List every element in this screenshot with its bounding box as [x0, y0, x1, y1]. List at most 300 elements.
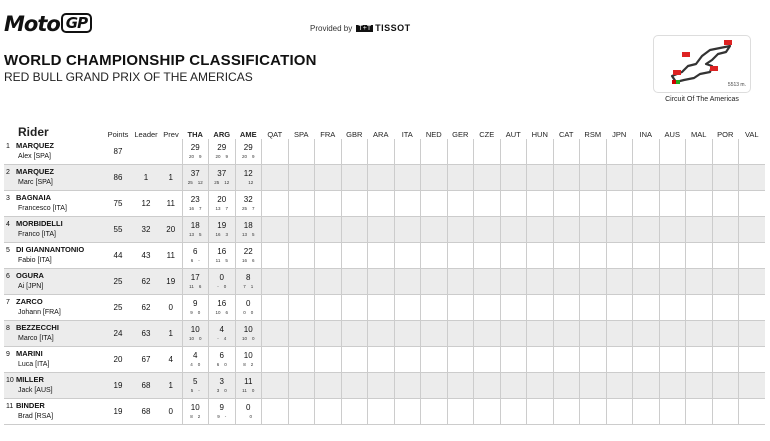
empty-race-cell — [394, 373, 421, 399]
race-points: 25 — [241, 205, 247, 211]
race-column-header: VAL — [744, 130, 759, 139]
leader-column-header: Leader — [134, 130, 158, 139]
classification-table — [4, 124, 765, 425]
empty-race-cell — [394, 139, 421, 165]
race-result-cell — [182, 399, 209, 425]
empty-race-cell — [341, 165, 368, 191]
sprint-points: 12 — [248, 179, 254, 185]
empty-race-cell — [474, 217, 501, 243]
race-total: 29 — [217, 142, 227, 152]
race-result-cell — [235, 139, 262, 165]
empty-race-cell — [553, 191, 580, 217]
race-total: 23 — [190, 194, 200, 204]
rider-first-name: Fabio [ITA] — [18, 257, 52, 264]
empty-race-cell — [288, 165, 315, 191]
race-total: 37 — [217, 168, 227, 178]
sprint-points: 12 — [197, 179, 203, 185]
rider-surname: MORBIDELLI — [16, 219, 63, 228]
rider-surname: MARQUEZ — [16, 167, 54, 176]
empty-race-cell — [712, 165, 739, 191]
race-result-cell — [182, 321, 209, 347]
empty-race-cell — [527, 217, 554, 243]
race-result-cell — [209, 399, 236, 425]
empty-race-cell — [580, 165, 607, 191]
race-column-header: SPA — [294, 130, 309, 139]
race-total: 11 — [244, 376, 253, 386]
table-row — [4, 165, 765, 191]
empty-race-cell — [686, 373, 713, 399]
race-column-header: RSM — [584, 130, 602, 139]
empty-race-cell — [368, 217, 395, 243]
race-points: - — [217, 283, 219, 289]
empty-race-cell — [633, 139, 660, 165]
race-column-header: ARG — [213, 130, 231, 139]
empty-race-cell — [580, 269, 607, 295]
rider-first-name: Franco [ITA] — [18, 231, 56, 238]
race-total: 4 — [193, 350, 198, 360]
race-points: 16 — [215, 231, 221, 237]
sprint-points: 6 — [198, 283, 202, 289]
empty-race-cell — [368, 321, 395, 347]
empty-race-cell — [394, 399, 421, 425]
empty-race-cell — [262, 373, 289, 399]
empty-race-cell — [341, 217, 368, 243]
race-result-cell — [235, 321, 262, 347]
empty-race-cell — [633, 321, 660, 347]
sprint-points: 9 — [199, 153, 202, 159]
race-total: 29 — [190, 142, 200, 152]
race-total: 4 — [219, 324, 224, 334]
empty-race-cell — [368, 373, 395, 399]
race-points: 10 — [241, 335, 247, 341]
empty-race-cell — [500, 321, 527, 347]
empty-race-cell — [527, 243, 554, 269]
empty-race-cell — [739, 191, 766, 217]
empty-race-cell — [447, 373, 474, 399]
empty-race-cell — [553, 399, 580, 425]
provided-by-label: Provided by — [310, 24, 353, 33]
rider-position: 2 — [6, 169, 10, 176]
sprint-points: 0 — [252, 335, 255, 341]
sprint-points: 0 — [223, 283, 227, 289]
prev-cell: 4 — [160, 347, 182, 373]
empty-race-cell — [527, 347, 554, 373]
empty-race-cell — [633, 295, 660, 321]
rider-position: 8 — [6, 325, 10, 332]
points-cell: 19 — [104, 399, 132, 425]
race-points: 25 — [214, 179, 220, 185]
empty-race-cell — [315, 399, 342, 425]
race-result-cell — [209, 191, 236, 217]
empty-race-cell — [739, 295, 766, 321]
empty-race-cell — [739, 269, 766, 295]
empty-race-cell — [527, 269, 554, 295]
race-points: 5 — [190, 387, 194, 393]
race-result-cell — [182, 139, 209, 165]
empty-race-cell — [686, 295, 713, 321]
rider-cell — [4, 399, 104, 425]
race-column-header: HUN — [531, 130, 548, 139]
table-row — [4, 191, 765, 217]
race-result-cell — [209, 139, 236, 165]
race-column-header: AUS — [664, 130, 680, 139]
empty-race-cell — [474, 295, 501, 321]
race-total: 19 — [217, 220, 227, 230]
sprint-points: - — [224, 413, 227, 419]
sprint-points: 2 — [250, 361, 254, 367]
empty-race-cell — [739, 217, 766, 243]
rider-surname: BAGNAIA — [16, 193, 51, 202]
race-column-header: NED — [425, 130, 442, 139]
race-points: 7 — [243, 283, 246, 289]
empty-race-cell — [447, 399, 474, 425]
empty-race-cell — [606, 373, 633, 399]
leader-cell: 43 — [132, 243, 160, 269]
empty-race-cell — [474, 139, 501, 165]
empty-race-cell — [368, 399, 395, 425]
race-points: 20 — [188, 153, 194, 159]
race-result-cell — [209, 321, 236, 347]
empty-race-cell — [633, 165, 660, 191]
sprint-points: 9 — [252, 153, 255, 159]
empty-race-cell — [553, 243, 580, 269]
points-cell: 75 — [104, 191, 132, 217]
empty-race-cell — [447, 217, 474, 243]
empty-race-cell — [712, 295, 739, 321]
empty-race-cell — [659, 321, 686, 347]
rider-position: 7 — [6, 299, 10, 306]
empty-race-cell — [606, 139, 633, 165]
empty-race-cell — [288, 269, 315, 295]
empty-race-cell — [500, 347, 527, 373]
empty-race-cell — [659, 347, 686, 373]
points-cell: 19 — [104, 373, 132, 399]
race-points: 20 — [215, 153, 221, 159]
empty-race-cell — [686, 321, 713, 347]
race-column-header: THA — [187, 130, 203, 139]
race-column-header: AME — [239, 130, 257, 139]
empty-race-cell — [447, 269, 474, 295]
race-column-header: QAT — [267, 130, 283, 139]
points-cell: 25 — [104, 269, 132, 295]
empty-race-cell — [474, 373, 501, 399]
sprint-points: 12 — [224, 179, 230, 185]
sprint-points: - — [198, 257, 200, 263]
race-result-cell — [235, 399, 262, 425]
empty-race-cell — [659, 295, 686, 321]
empty-race-cell — [527, 321, 554, 347]
empty-race-cell — [739, 399, 766, 425]
empty-race-cell — [712, 243, 739, 269]
empty-race-cell — [659, 399, 686, 425]
rider-column-header: Rider — [18, 125, 49, 139]
race-result-cell — [209, 243, 236, 269]
empty-race-cell — [686, 399, 713, 425]
empty-race-cell — [712, 373, 739, 399]
sprint-points: 7 — [225, 205, 229, 211]
leader-cell — [132, 139, 160, 165]
race-result-cell — [209, 347, 236, 373]
race-result-cell — [235, 373, 262, 399]
empty-race-cell — [633, 191, 660, 217]
rider-surname: MARINI — [16, 349, 43, 358]
empty-race-cell — [606, 191, 633, 217]
empty-race-cell — [315, 373, 342, 399]
rider-position: 11 — [6, 403, 14, 410]
leader-cell: 67 — [132, 347, 160, 373]
logo-gp-text: GP — [61, 13, 92, 33]
rider-cell — [4, 269, 104, 295]
rider-first-name: Alex [SPA] — [18, 153, 51, 160]
empty-race-cell — [394, 243, 421, 269]
empty-race-cell — [262, 347, 289, 373]
race-points: 13 — [188, 231, 194, 237]
sprint-points: 7 — [199, 205, 202, 211]
circuit-name: Circuit Of The Americas — [665, 96, 739, 103]
empty-race-cell — [527, 165, 554, 191]
race-points: 16 — [241, 257, 247, 263]
leader-cell: 68 — [132, 399, 160, 425]
empty-race-cell — [606, 243, 633, 269]
rider-surname: MARQUEZ — [16, 141, 54, 150]
race-result-cell — [182, 217, 209, 243]
empty-race-cell — [500, 191, 527, 217]
empty-race-cell — [580, 373, 607, 399]
race-result-cell — [235, 217, 262, 243]
empty-race-cell — [606, 217, 633, 243]
empty-race-cell — [315, 217, 342, 243]
empty-race-cell — [262, 321, 289, 347]
empty-race-cell — [394, 295, 421, 321]
empty-race-cell — [659, 243, 686, 269]
empty-race-cell — [447, 191, 474, 217]
rider-first-name: Francesco [ITA] — [18, 205, 67, 212]
page-title: WORLD CHAMPIONSHIP CLASSIFICATION — [4, 52, 317, 69]
race-total: 0 — [219, 272, 224, 282]
race-total: 32 — [243, 194, 253, 204]
sprint-points: 0 — [197, 309, 201, 315]
empty-race-cell — [553, 139, 580, 165]
empty-race-cell — [606, 165, 633, 191]
empty-race-cell — [315, 321, 342, 347]
table-row — [4, 321, 765, 347]
empty-race-cell — [659, 165, 686, 191]
leader-cell: 1 — [132, 165, 160, 191]
prev-cell — [160, 139, 182, 165]
race-result-cell — [235, 243, 262, 269]
empty-race-cell — [606, 399, 633, 425]
race-total: 10 — [243, 350, 253, 360]
race-column-header: MAL — [691, 130, 707, 139]
empty-race-cell — [712, 217, 739, 243]
race-total: 9 — [219, 402, 224, 412]
sprint-points: 6 — [252, 257, 255, 263]
empty-race-cell — [421, 191, 448, 217]
empty-race-cell — [580, 243, 607, 269]
table-row — [4, 347, 765, 373]
race-column-header: AUT — [505, 130, 521, 139]
table-row — [4, 139, 765, 165]
empty-race-cell — [659, 217, 686, 243]
empty-race-cell — [580, 347, 607, 373]
empty-race-cell — [421, 217, 448, 243]
empty-race-cell — [500, 373, 527, 399]
empty-race-cell — [288, 243, 315, 269]
race-points: 8 — [190, 413, 193, 419]
empty-race-cell — [474, 269, 501, 295]
race-column-header: GER — [452, 130, 469, 139]
race-points: 4 — [190, 361, 193, 367]
empty-race-cell — [712, 191, 739, 217]
race-column-header: CZE — [479, 130, 495, 139]
empty-race-cell — [288, 399, 315, 425]
race-points: 0 — [243, 309, 246, 315]
rider-position: 3 — [6, 195, 10, 202]
race-total: 0 — [246, 402, 251, 412]
table-row — [4, 217, 765, 243]
empty-race-cell — [394, 321, 421, 347]
rider-cell — [4, 295, 104, 321]
empty-race-cell — [553, 269, 580, 295]
race-column-header: CAT — [559, 130, 574, 139]
points-cell: 44 — [104, 243, 132, 269]
empty-race-cell — [474, 321, 501, 347]
prev-cell: 20 — [160, 217, 182, 243]
motogp-logo — [4, 12, 92, 36]
empty-race-cell — [580, 295, 607, 321]
empty-race-cell — [580, 399, 607, 425]
empty-race-cell — [368, 243, 395, 269]
empty-race-cell — [368, 347, 395, 373]
empty-race-cell — [633, 373, 660, 399]
empty-race-cell — [686, 191, 713, 217]
logo-moto-text: Moto — [4, 12, 60, 36]
empty-race-cell — [262, 191, 289, 217]
empty-race-cell — [394, 269, 421, 295]
race-total: 10 — [243, 324, 253, 334]
sprint-points: 5 — [199, 231, 202, 237]
empty-race-cell — [527, 139, 554, 165]
race-total: 3 — [219, 376, 224, 386]
empty-race-cell — [553, 217, 580, 243]
race-points: 9 — [190, 309, 193, 315]
table-body — [4, 139, 765, 425]
empty-race-cell — [527, 373, 554, 399]
empty-race-cell — [421, 269, 448, 295]
race-column-header: JPN — [612, 130, 627, 139]
rider-surname: ZARCO — [16, 297, 43, 306]
empty-race-cell — [606, 321, 633, 347]
empty-race-cell — [686, 243, 713, 269]
empty-race-cell — [712, 269, 739, 295]
race-total: 10 — [190, 324, 200, 334]
sprint-points: 6 — [225, 309, 229, 315]
race-points: 11 — [242, 387, 247, 393]
rider-cell — [4, 217, 104, 243]
race-result-cell — [209, 217, 236, 243]
sprint-points: 7 — [252, 205, 255, 211]
empty-race-cell — [421, 243, 448, 269]
race-result-cell — [235, 269, 262, 295]
prev-cell: 1 — [160, 373, 182, 399]
empty-race-cell — [315, 295, 342, 321]
table-row — [4, 269, 765, 295]
rider-position: 6 — [6, 273, 10, 280]
race-points: 9 — [217, 413, 220, 419]
empty-race-cell — [394, 165, 421, 191]
race-result-cell — [182, 269, 209, 295]
points-cell: 25 — [104, 295, 132, 321]
empty-race-cell — [368, 191, 395, 217]
empty-race-cell — [315, 243, 342, 269]
empty-race-cell — [659, 191, 686, 217]
empty-race-cell — [421, 347, 448, 373]
empty-race-cell — [394, 347, 421, 373]
race-total: 6 — [193, 246, 198, 256]
empty-race-cell — [739, 321, 766, 347]
race-points: 13 — [241, 231, 247, 237]
race-points: - — [217, 335, 219, 341]
empty-race-cell — [421, 373, 448, 399]
sprint-points: 0 — [249, 413, 252, 419]
points-cell: 86 — [104, 165, 132, 191]
sprint-points: 9 — [225, 153, 229, 159]
track-map — [653, 35, 751, 93]
empty-race-cell — [341, 373, 368, 399]
race-result-cell — [235, 347, 262, 373]
sponsor-line — [310, 23, 411, 33]
race-total: 29 — [243, 142, 253, 152]
track-length: 5513 m. — [727, 82, 746, 88]
table-row — [4, 373, 765, 399]
race-points: 11 — [189, 283, 194, 289]
empty-race-cell — [633, 269, 660, 295]
empty-race-cell — [262, 295, 289, 321]
race-result-cell — [209, 165, 236, 191]
rider-position: 5 — [6, 247, 10, 254]
empty-race-cell — [659, 139, 686, 165]
empty-race-cell — [527, 399, 554, 425]
sprint-points: - — [198, 387, 200, 393]
race-result-cell — [235, 295, 262, 321]
empty-race-cell — [421, 165, 448, 191]
race-total: 22 — [243, 246, 253, 256]
empty-race-cell — [421, 139, 448, 165]
race-points: 6 — [216, 361, 220, 367]
points-cell: 24 — [104, 321, 132, 347]
empty-race-cell — [368, 269, 395, 295]
sprint-points: 0 — [251, 387, 255, 393]
table-row — [4, 295, 765, 321]
rider-first-name: Jack [AUS] — [18, 387, 53, 394]
empty-race-cell — [500, 243, 527, 269]
empty-race-cell — [288, 347, 315, 373]
prev-cell: 0 — [160, 295, 182, 321]
race-result-cell — [182, 191, 209, 217]
race-points: 16 — [188, 205, 194, 211]
empty-race-cell — [527, 295, 554, 321]
empty-race-cell — [712, 139, 739, 165]
empty-race-cell — [447, 321, 474, 347]
rider-surname: BEZZECCHI — [16, 323, 59, 332]
empty-race-cell — [394, 191, 421, 217]
prev-cell: 1 — [160, 165, 182, 191]
rider-cell — [4, 139, 104, 165]
empty-race-cell — [500, 139, 527, 165]
rider-position: 9 — [6, 351, 10, 358]
empty-race-cell — [341, 321, 368, 347]
rider-position: 10 — [6, 377, 14, 384]
